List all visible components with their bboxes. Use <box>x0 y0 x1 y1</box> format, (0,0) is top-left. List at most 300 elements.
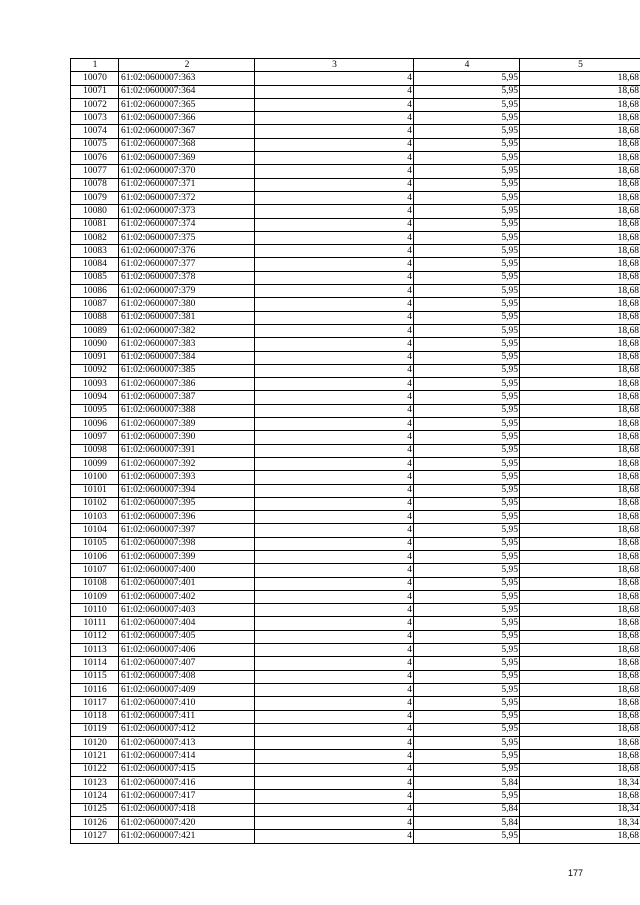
col3-cell: 4 <box>255 72 414 85</box>
col5-cell: 18,68 <box>520 763 640 776</box>
col5-cell: 18,68 <box>520 524 640 537</box>
cadastral-number-cell: 61:02:0600007:418 <box>119 803 255 816</box>
col4-cell: 5,95 <box>414 298 520 311</box>
table-row <box>71 418 640 431</box>
col3-cell: 4 <box>255 790 414 803</box>
col4-cell: 5,95 <box>414 763 520 776</box>
col5-cell: 18,68 <box>520 351 640 364</box>
table-row <box>71 404 640 417</box>
col4-cell: 5,95 <box>414 311 520 324</box>
row-number-cell: 10085 <box>71 271 119 284</box>
col3-cell: 4 <box>255 191 414 204</box>
row-number-cell: 10118 <box>71 710 119 723</box>
cadastral-number-cell: 61:02:0600007:395 <box>119 497 255 510</box>
cadastral-number-cell: 61:02:0600007:365 <box>119 98 255 111</box>
cadastral-number-cell: 61:02:0600007:382 <box>119 324 255 337</box>
table-row <box>71 683 640 696</box>
col4-cell: 5,95 <box>414 683 520 696</box>
table-row <box>71 697 640 710</box>
table-row <box>71 98 640 111</box>
table-row <box>71 457 640 470</box>
col5-cell: 18,68 <box>520 285 640 298</box>
col3-cell: 4 <box>255 431 414 444</box>
col4-cell: 5,95 <box>414 165 520 178</box>
col5-cell: 18,68 <box>520 258 640 271</box>
col4-cell: 5,95 <box>414 378 520 391</box>
cadastral-number-cell: 61:02:0600007:371 <box>119 178 255 191</box>
table-row <box>71 444 640 457</box>
col5-cell: 18,68 <box>520 125 640 138</box>
cadastral-number-cell: 61:02:0600007:398 <box>119 537 255 550</box>
col5-cell: 18,68 <box>520 723 640 736</box>
cadastral-number-cell: 61:02:0600007:414 <box>119 750 255 763</box>
col4-cell: 5,95 <box>414 85 520 98</box>
table-row <box>71 431 640 444</box>
col5-cell: 18,68 <box>520 338 640 351</box>
row-number-cell: 10123 <box>71 777 119 790</box>
col3-cell: 4 <box>255 550 414 563</box>
row-number-cell: 10111 <box>71 617 119 630</box>
col3-cell: 4 <box>255 324 414 337</box>
table-row <box>71 497 640 510</box>
col5-cell: 18,68 <box>520 604 640 617</box>
cadastral-number-cell: 61:02:0600007:374 <box>119 218 255 231</box>
cadastral-number-cell: 61:02:0600007:377 <box>119 258 255 271</box>
cadastral-number-cell: 61:02:0600007:363 <box>119 72 255 85</box>
col3-cell: 4 <box>255 830 414 843</box>
col5-cell: 18,68 <box>520 644 640 657</box>
col5-cell: 18,68 <box>520 391 640 404</box>
cadastral-number-cell: 61:02:0600007:372 <box>119 191 255 204</box>
row-number-cell: 10116 <box>71 683 119 696</box>
col4-cell: 5,95 <box>414 457 520 470</box>
col3-cell: 4 <box>255 710 414 723</box>
col3-cell: 4 <box>255 231 414 244</box>
table-row <box>71 723 640 736</box>
table-row <box>71 191 640 204</box>
table-row <box>71 524 640 537</box>
col5-cell: 18,68 <box>520 550 640 563</box>
table-row <box>71 816 640 829</box>
col4-cell: 5,95 <box>414 152 520 165</box>
row-number-cell: 10080 <box>71 205 119 218</box>
col4-cell: 5,95 <box>414 630 520 643</box>
col4-cell: 5,95 <box>414 604 520 617</box>
col3-cell: 4 <box>255 816 414 829</box>
cadastral-number-cell: 61:02:0600007:388 <box>119 404 255 417</box>
col4-cell: 5,84 <box>414 816 520 829</box>
row-number-cell: 10089 <box>71 324 119 337</box>
col4-cell: 5,95 <box>414 657 520 670</box>
col4-cell: 5,95 <box>414 418 520 431</box>
col3-cell: 4 <box>255 537 414 550</box>
row-number-cell: 10072 <box>71 98 119 111</box>
col5-cell: 18,68 <box>520 737 640 750</box>
row-number-cell: 10097 <box>71 431 119 444</box>
col4-cell: 5,95 <box>414 324 520 337</box>
col3-cell: 4 <box>255 683 414 696</box>
col3-cell: 4 <box>255 670 414 683</box>
col4-cell: 5,95 <box>414 258 520 271</box>
col5-cell: 18,68 <box>520 418 640 431</box>
table-row <box>71 630 640 643</box>
table-row <box>71 378 640 391</box>
row-number-cell: 10125 <box>71 803 119 816</box>
cadastral-number-cell: 61:02:0600007:407 <box>119 657 255 670</box>
col4-cell: 5,95 <box>414 391 520 404</box>
cadastral-number-cell: 61:02:0600007:415 <box>119 763 255 776</box>
cadastral-number-cell: 61:02:0600007:391 <box>119 444 255 457</box>
col5-cell: 18,68 <box>520 404 640 417</box>
cadastral-number-cell: 61:02:0600007:383 <box>119 338 255 351</box>
col5-cell: 18,68 <box>520 245 640 258</box>
table-body <box>71 72 640 843</box>
cadastral-number-cell: 61:02:0600007:396 <box>119 511 255 524</box>
col3-cell: 4 <box>255 351 414 364</box>
row-number-cell: 10124 <box>71 790 119 803</box>
row-number-cell: 10077 <box>71 165 119 178</box>
col5-cell: 18,68 <box>520 590 640 603</box>
row-number-cell: 10115 <box>71 670 119 683</box>
table-row <box>71 152 640 165</box>
col3-cell: 4 <box>255 271 414 284</box>
row-number-cell: 10083 <box>71 245 119 258</box>
col3-cell: 4 <box>255 511 414 524</box>
cadastral-number-cell: 61:02:0600007:393 <box>119 471 255 484</box>
col5-cell: 18,34 <box>520 777 640 790</box>
col5-cell: 18,34 <box>520 816 640 829</box>
col4-cell: 5,95 <box>414 497 520 510</box>
col4-cell: 5,95 <box>414 790 520 803</box>
row-number-cell: 10112 <box>71 630 119 643</box>
col4-cell: 5,95 <box>414 617 520 630</box>
row-number-cell: 10107 <box>71 564 119 577</box>
col5-cell: 18,68 <box>520 231 640 244</box>
col5-cell: 18,68 <box>520 697 640 710</box>
col4-cell: 5,95 <box>414 364 520 377</box>
header-cell-1: 1 <box>71 59 119 72</box>
col5-cell: 18,68 <box>520 72 640 85</box>
col3-cell: 4 <box>255 723 414 736</box>
col5-cell: 18,68 <box>520 205 640 218</box>
col3-cell: 4 <box>255 391 414 404</box>
row-number-cell: 10104 <box>71 524 119 537</box>
cadastral-number-cell: 61:02:0600007:369 <box>119 152 255 165</box>
col4-cell: 5,95 <box>414 125 520 138</box>
col5-cell: 18,34 <box>520 803 640 816</box>
col3-cell: 4 <box>255 178 414 191</box>
col4-cell: 5,95 <box>414 697 520 710</box>
col4-cell: 5,95 <box>414 537 520 550</box>
col5-cell: 18,68 <box>520 617 640 630</box>
col4-cell: 5,95 <box>414 830 520 843</box>
row-number-cell: 10121 <box>71 750 119 763</box>
col4-cell: 5,95 <box>414 138 520 151</box>
col4-cell: 5,95 <box>414 471 520 484</box>
col3-cell: 4 <box>255 484 414 497</box>
row-number-cell: 10093 <box>71 378 119 391</box>
row-number-cell: 10086 <box>71 285 119 298</box>
table-row <box>71 803 640 816</box>
col5-cell: 18,68 <box>520 484 640 497</box>
col3-cell: 4 <box>255 657 414 670</box>
header-cell-2: 2 <box>119 59 255 72</box>
col5-cell: 18,68 <box>520 564 640 577</box>
col4-cell: 5,95 <box>414 218 520 231</box>
col4-cell: 5,95 <box>414 72 520 85</box>
col4-cell: 5,95 <box>414 723 520 736</box>
table-row <box>71 777 640 790</box>
col3-cell: 4 <box>255 604 414 617</box>
table-row <box>71 790 640 803</box>
header-cell-5: 5 <box>520 59 640 72</box>
table-row <box>71 590 640 603</box>
col3-cell: 4 <box>255 258 414 271</box>
col3-cell: 4 <box>255 138 414 151</box>
cadastral-number-cell: 61:02:0600007:413 <box>119 737 255 750</box>
row-number-cell: 10126 <box>71 816 119 829</box>
table-row <box>71 564 640 577</box>
col3-cell: 4 <box>255 457 414 470</box>
col5-cell: 18,68 <box>520 750 640 763</box>
col3-cell: 4 <box>255 630 414 643</box>
data-table <box>70 58 640 844</box>
col3-cell: 4 <box>255 205 414 218</box>
col4-cell: 5,95 <box>414 205 520 218</box>
col3-cell: 4 <box>255 165 414 178</box>
col4-cell: 5,95 <box>414 404 520 417</box>
row-number-cell: 10117 <box>71 697 119 710</box>
table-row <box>71 604 640 617</box>
cadastral-number-cell: 61:02:0600007:384 <box>119 351 255 364</box>
row-number-cell: 10095 <box>71 404 119 417</box>
cadastral-number-cell: 61:02:0600007:370 <box>119 165 255 178</box>
row-number-cell: 10070 <box>71 72 119 85</box>
col4-cell: 5,95 <box>414 710 520 723</box>
col3-cell: 4 <box>255 697 414 710</box>
cadastral-number-cell: 61:02:0600007:375 <box>119 231 255 244</box>
row-number-cell: 10110 <box>71 604 119 617</box>
cadastral-number-cell: 61:02:0600007:408 <box>119 670 255 683</box>
row-number-cell: 10076 <box>71 152 119 165</box>
col4-cell: 5,95 <box>414 285 520 298</box>
col5-cell: 18,68 <box>520 497 640 510</box>
cadastral-number-cell: 61:02:0600007:380 <box>119 298 255 311</box>
cadastral-number-cell: 61:02:0600007:412 <box>119 723 255 736</box>
col4-cell: 5,95 <box>414 191 520 204</box>
cadastral-number-cell: 61:02:0600007:416 <box>119 777 255 790</box>
cadastral-number-cell: 61:02:0600007:379 <box>119 285 255 298</box>
row-number-cell: 10090 <box>71 338 119 351</box>
cadastral-number-cell: 61:02:0600007:381 <box>119 311 255 324</box>
cadastral-number-cell: 61:02:0600007:387 <box>119 391 255 404</box>
table-row <box>71 178 640 191</box>
col4-cell: 5,95 <box>414 351 520 364</box>
col5-cell: 18,68 <box>520 191 640 204</box>
col4-cell: 5,95 <box>414 484 520 497</box>
row-number-cell: 10075 <box>71 138 119 151</box>
col5-cell: 18,68 <box>520 98 640 111</box>
table-row <box>71 285 640 298</box>
col3-cell: 4 <box>255 378 414 391</box>
table-row <box>71 471 640 484</box>
table-row <box>71 364 640 377</box>
table-row <box>71 737 640 750</box>
col5-cell: 18,68 <box>520 577 640 590</box>
row-number-cell: 10105 <box>71 537 119 550</box>
row-number-cell: 10092 <box>71 364 119 377</box>
col5-cell: 18,68 <box>520 271 640 284</box>
col3-cell: 4 <box>255 763 414 776</box>
cadastral-number-cell: 61:02:0600007:376 <box>119 245 255 258</box>
col3-cell: 4 <box>255 245 414 258</box>
col3-cell: 4 <box>255 125 414 138</box>
col4-cell: 5,95 <box>414 577 520 590</box>
col4-cell: 5,95 <box>414 564 520 577</box>
col3-cell: 4 <box>255 497 414 510</box>
cadastral-number-cell: 61:02:0600007:399 <box>119 550 255 563</box>
col5-cell: 18,68 <box>520 298 640 311</box>
col4-cell: 5,84 <box>414 777 520 790</box>
col4-cell: 5,95 <box>414 590 520 603</box>
cadastral-number-cell: 61:02:0600007:410 <box>119 697 255 710</box>
cadastral-number-cell: 61:02:0600007:373 <box>119 205 255 218</box>
table-row <box>71 138 640 151</box>
row-number-cell: 10127 <box>71 830 119 843</box>
col5-cell: 18,68 <box>520 511 640 524</box>
col3-cell: 4 <box>255 85 414 98</box>
cadastral-number-cell: 61:02:0600007:411 <box>119 710 255 723</box>
row-number-cell: 10078 <box>71 178 119 191</box>
col4-cell: 5,95 <box>414 444 520 457</box>
table-row <box>71 125 640 138</box>
table-row <box>71 271 640 284</box>
col3-cell: 4 <box>255 311 414 324</box>
row-number-cell: 10098 <box>71 444 119 457</box>
col3-cell: 4 <box>255 218 414 231</box>
col4-cell: 5,95 <box>414 431 520 444</box>
table-row <box>71 245 640 258</box>
col3-cell: 4 <box>255 777 414 790</box>
row-number-cell: 10122 <box>71 763 119 776</box>
table-row <box>71 657 640 670</box>
row-number-cell: 10101 <box>71 484 119 497</box>
cadastral-number-cell: 61:02:0600007:394 <box>119 484 255 497</box>
cadastral-number-cell: 61:02:0600007:364 <box>119 85 255 98</box>
cadastral-number-cell: 61:02:0600007:386 <box>119 378 255 391</box>
row-number-cell: 10081 <box>71 218 119 231</box>
col5-cell: 18,68 <box>520 444 640 457</box>
col5-cell: 18,68 <box>520 311 640 324</box>
table-row <box>71 763 640 776</box>
col3-cell: 4 <box>255 112 414 125</box>
col3-cell: 4 <box>255 338 414 351</box>
col5-cell: 18,68 <box>520 152 640 165</box>
col3-cell: 4 <box>255 750 414 763</box>
col3-cell: 4 <box>255 737 414 750</box>
col5-cell: 18,68 <box>520 218 640 231</box>
col5-cell: 18,68 <box>520 790 640 803</box>
col3-cell: 4 <box>255 803 414 816</box>
col5-cell: 18,68 <box>520 178 640 191</box>
col3-cell: 4 <box>255 644 414 657</box>
table-row <box>71 550 640 563</box>
col4-cell: 5,84 <box>414 803 520 816</box>
col4-cell: 5,95 <box>414 644 520 657</box>
cadastral-number-cell: 61:02:0600007:409 <box>119 683 255 696</box>
row-number-cell: 10113 <box>71 644 119 657</box>
table-row <box>71 670 640 683</box>
table-row <box>71 577 640 590</box>
table-row <box>71 205 640 218</box>
table-row <box>71 258 640 271</box>
table-row <box>71 338 640 351</box>
col3-cell: 4 <box>255 418 414 431</box>
col4-cell: 5,95 <box>414 550 520 563</box>
col3-cell: 4 <box>255 524 414 537</box>
col4-cell: 5,95 <box>414 750 520 763</box>
cadastral-number-cell: 61:02:0600007:405 <box>119 630 255 643</box>
cadastral-number-cell: 61:02:0600007:390 <box>119 431 255 444</box>
table-row <box>71 231 640 244</box>
row-number-cell: 10071 <box>71 85 119 98</box>
col3-cell: 4 <box>255 471 414 484</box>
cadastral-number-cell: 61:02:0600007:385 <box>119 364 255 377</box>
row-number-cell: 10102 <box>71 497 119 510</box>
row-number-cell: 10074 <box>71 125 119 138</box>
col5-cell: 18,68 <box>520 537 640 550</box>
col3-cell: 4 <box>255 285 414 298</box>
cadastral-number-cell: 61:02:0600007:403 <box>119 604 255 617</box>
col5-cell: 18,68 <box>520 457 640 470</box>
row-number-cell: 10082 <box>71 231 119 244</box>
header-row <box>71 59 640 72</box>
col4-cell: 5,95 <box>414 271 520 284</box>
col3-cell: 4 <box>255 590 414 603</box>
cadastral-number-cell: 61:02:0600007:421 <box>119 830 255 843</box>
cadastral-number-cell: 61:02:0600007:406 <box>119 644 255 657</box>
row-number-cell: 10120 <box>71 737 119 750</box>
row-number-cell: 10091 <box>71 351 119 364</box>
col3-cell: 4 <box>255 364 414 377</box>
cadastral-number-cell: 61:02:0600007:392 <box>119 457 255 470</box>
row-number-cell: 10088 <box>71 311 119 324</box>
cadastral-number-cell: 61:02:0600007:420 <box>119 816 255 829</box>
col3-cell: 4 <box>255 98 414 111</box>
col4-cell: 5,95 <box>414 338 520 351</box>
table-row <box>71 484 640 497</box>
row-number-cell: 10108 <box>71 577 119 590</box>
row-number-cell: 10096 <box>71 418 119 431</box>
table-row <box>71 351 640 364</box>
row-number-cell: 10103 <box>71 511 119 524</box>
col4-cell: 5,95 <box>414 737 520 750</box>
cadastral-number-cell: 61:02:0600007:389 <box>119 418 255 431</box>
row-number-cell: 10100 <box>71 471 119 484</box>
table-row <box>71 617 640 630</box>
row-number-cell: 10114 <box>71 657 119 670</box>
cadastral-number-cell: 61:02:0600007:404 <box>119 617 255 630</box>
header-cell-3: 3 <box>255 59 414 72</box>
col5-cell: 18,68 <box>520 364 640 377</box>
table-row <box>71 72 640 85</box>
col5-cell: 18,68 <box>520 431 640 444</box>
row-number-cell: 10073 <box>71 112 119 125</box>
cadastral-number-cell: 61:02:0600007:366 <box>119 112 255 125</box>
col4-cell: 5,95 <box>414 98 520 111</box>
col5-cell: 18,68 <box>520 683 640 696</box>
row-number-cell: 10084 <box>71 258 119 271</box>
